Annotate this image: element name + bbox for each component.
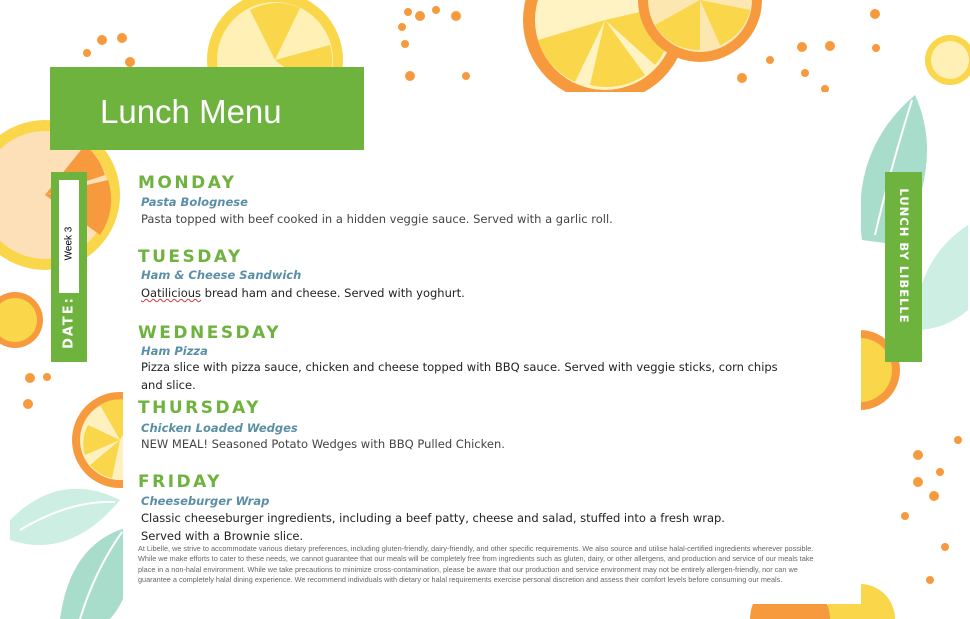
date-field[interactable] — [59, 180, 79, 293]
brand-name: LUNCH BY LIBELLE — [897, 188, 911, 324]
day-heading-monday: MONDAY — [138, 173, 237, 193]
day-heading-wednesday: WEDNESDAY — [138, 323, 282, 343]
meal-description-thursday: NEW MEAL! Seasoned Potato Wedges with BBQ Pulled Chicken. — [141, 437, 505, 451]
leaf-decoration — [10, 489, 120, 545]
meal-description-tuesday — [141, 284, 791, 302]
day-heading-thursday: THURSDAY — [138, 398, 261, 418]
day-heading-tuesday: TUESDAY — [138, 247, 243, 267]
dietary-disclaimer: At Libelle, we strive to accommodate various dietary preferences, including gluten-friendly, dairy-friendly, and other specific requirements. We also source and utilise halal-certified ingredients wherever possible. While we make efforts to cater to these needs, we cannot guarantee that our meals will be completely free from ingredients such as gluten, dairy, or other allergens, and production and service of our meals take place in a non-halal environment. While we take precautions to minimize cross-contamination, please be aware that our production and service environment may not be entirely allergen-friendly, nor can we guarantee a completely halal dining experience. We recommend individuals with dietary or halal requirements exercise personal discretion and assess their comfort levels before consuming our meals. — [138, 544, 814, 585]
meal-description-monday: Pasta topped with beef cooked in a hidden veggie sauce. Served with a garlic roll. — [141, 212, 613, 226]
meal-description-wednesday: Pizza slice with pizza sauce, chicken and cheese topped with BBQ sauce. Served with veggie sticks, corn chips and slice. — [141, 360, 778, 392]
leaf-decoration — [60, 528, 130, 619]
leaf-decoration — [915, 225, 968, 330]
date-label: DATE: — [61, 296, 77, 349]
brand-banner — [885, 172, 922, 362]
meal-description-friday: Classic cheeseburger ingredients, including a beef patty, cheese and salad, stuffed into a fresh wrap. Served with a Brownie slice. — [141, 511, 725, 543]
meal-name-tuesday: Ham & Cheese Sandwich — [141, 268, 302, 282]
meal-name-monday: Pasta Bolognese — [141, 195, 248, 209]
meal-name-thursday: Chicken Loaded Wedges — [141, 421, 298, 435]
description-text: bread ham and cheese. Served with yoghurt. — [201, 286, 465, 300]
date-box — [51, 172, 87, 362]
week-label: Week 3 — [63, 226, 75, 261]
meal-name-friday: Cheeseburger Wrap — [141, 494, 270, 508]
meal-name-wednesday: Ham Pizza — [141, 344, 208, 358]
spellcheck-word: Oatilicious — [141, 286, 202, 300]
page-title: Lunch Menu — [100, 93, 282, 130]
day-heading-friday: FRIDAY — [138, 472, 222, 492]
orange-slice-decoration — [925, 35, 970, 85]
